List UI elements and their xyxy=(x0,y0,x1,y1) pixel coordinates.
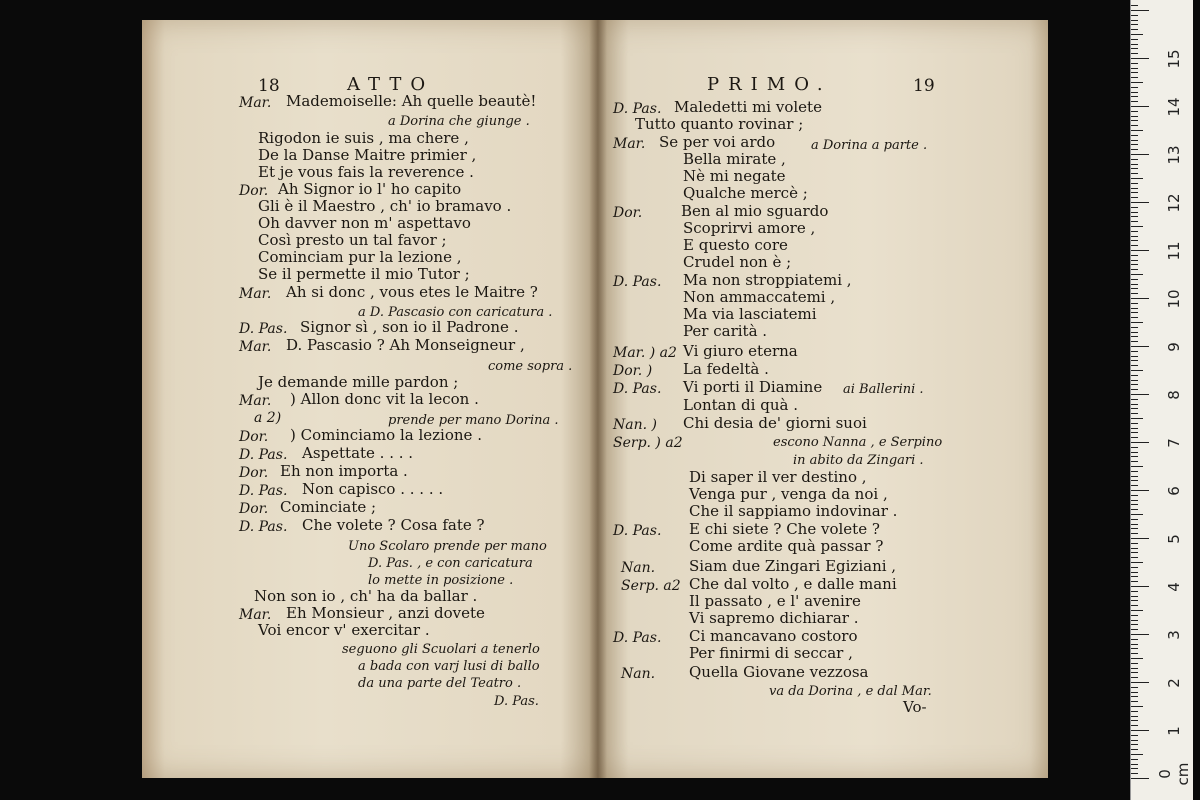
speaker-label: D. Pas. xyxy=(613,523,662,539)
stage-direction: ai Ballerini . xyxy=(843,382,924,397)
verse-line: Per finirmi di seccar , xyxy=(689,644,853,662)
ruler-tick xyxy=(1131,346,1149,347)
speaker-label: Dor. xyxy=(613,205,643,221)
ruler-tick xyxy=(1131,44,1138,45)
ruler-label: 4 xyxy=(1165,582,1183,592)
verse-line: Rigodon ie suis , ma chere , xyxy=(258,129,469,147)
ruler-tick xyxy=(1131,744,1138,745)
ruler-tick xyxy=(1131,231,1138,232)
ruler-tick xyxy=(1131,754,1143,755)
right-page xyxy=(597,20,1048,778)
ruler-tick xyxy=(1131,437,1138,438)
ruler-label: 8 xyxy=(1165,390,1183,400)
stage-direction: seguono gli Scuolari a tenerlo xyxy=(342,642,540,657)
ruler-tick xyxy=(1131,725,1138,726)
ruler-tick xyxy=(1131,749,1138,750)
ruler-tick xyxy=(1131,466,1143,467)
ruler-tick xyxy=(1131,639,1138,640)
verse-line: Scoprirvi amore , xyxy=(683,219,816,237)
stage-direction: prende per mano Dorina . xyxy=(388,413,559,428)
ruler-tick xyxy=(1131,600,1138,601)
ruler-tick xyxy=(1131,773,1138,774)
page-header-right: PRIMO. xyxy=(707,74,832,95)
ruler-tick xyxy=(1131,504,1138,505)
ruler-tick xyxy=(1131,399,1138,400)
speaker-label: Dor. xyxy=(239,429,269,445)
ruler-tick xyxy=(1131,552,1138,553)
speaker-label: Nan. ) xyxy=(613,417,657,433)
ruler-tick xyxy=(1131,130,1143,131)
verse-line: Di saper il ver destino , xyxy=(689,468,867,486)
ruler-label: 5 xyxy=(1165,534,1183,544)
ruler-tick xyxy=(1131,648,1138,649)
ruler-tick xyxy=(1131,284,1138,285)
ruler-tick xyxy=(1131,197,1138,198)
speaker-label: a 2) xyxy=(254,410,282,426)
ruler-tick xyxy=(1131,567,1138,568)
ruler-label: 3 xyxy=(1165,630,1183,640)
verse-line: Venga pur , venga da noi , xyxy=(689,485,888,503)
stage-direction: D. Pas. , e con caricatura xyxy=(368,556,533,571)
ruler-tick xyxy=(1131,562,1143,563)
verse-line: Eh Monsieur , anzi dovete xyxy=(286,604,485,622)
ruler-tick xyxy=(1131,298,1149,299)
ruler-tick xyxy=(1131,442,1149,443)
ruler-tick xyxy=(1131,260,1138,261)
ruler-tick xyxy=(1131,576,1138,577)
ruler-tick xyxy=(1131,696,1138,697)
speaker-label: D. Pas. xyxy=(613,101,662,117)
stage-direction: a bada con varj lusi di ballo xyxy=(358,659,540,674)
ruler-tick xyxy=(1131,240,1138,241)
ruler-label: 11 xyxy=(1165,241,1183,261)
ruler-tick xyxy=(1131,538,1149,539)
ruler-tick xyxy=(1131,596,1138,597)
verse-line: Cominciam pur la lezione , xyxy=(258,248,462,266)
ruler-tick xyxy=(1131,308,1138,309)
verse-line: Ah si donc , vous etes le Maitre ? xyxy=(286,283,538,301)
verse-line: Quella Giovane vezzosa xyxy=(689,663,869,681)
verse-line: Aspettate . . . . xyxy=(302,444,414,462)
ruler-tick xyxy=(1131,740,1138,741)
ruler-tick xyxy=(1131,730,1149,731)
ruler-tick xyxy=(1131,216,1138,217)
ruler-tick xyxy=(1131,173,1138,174)
verse-line: Eh non importa . xyxy=(280,462,408,480)
ruler-tick xyxy=(1131,581,1138,582)
ruler-tick xyxy=(1131,610,1143,611)
speaker-label: Mar. xyxy=(239,393,272,409)
ruler-tick xyxy=(1131,96,1138,97)
ruler-tick xyxy=(1131,140,1138,141)
verse-line: De la Danse Maitre primier , xyxy=(258,146,477,164)
ruler-tick xyxy=(1131,706,1143,707)
ruler-tick xyxy=(1131,168,1138,169)
ruler-tick xyxy=(1131,720,1138,721)
ruler-tick xyxy=(1131,178,1143,179)
ruler-tick xyxy=(1131,778,1149,779)
speaker-label: D. Pas. xyxy=(613,630,662,646)
verse-line: Cominciate ; xyxy=(280,498,377,516)
ruler-tick xyxy=(1131,519,1138,520)
verse-line: Se il permette il mio Tutor ; xyxy=(258,265,470,283)
speaker-label: D. Pas. xyxy=(239,321,288,337)
verse-line: ) Allon donc vit la lecon . xyxy=(290,390,479,408)
ruler-tick xyxy=(1131,480,1138,481)
ruler-tick xyxy=(1131,471,1138,472)
ruler-tick xyxy=(1131,279,1138,280)
ruler-tick xyxy=(1131,485,1138,486)
ruler-tick xyxy=(1131,29,1138,30)
ruler-tick xyxy=(1131,735,1138,736)
verse-line: Se per voi ardo xyxy=(659,133,776,151)
speaker-label: Mar. xyxy=(239,607,272,623)
ruler-tick xyxy=(1131,144,1138,145)
verse-line: E questo core xyxy=(683,236,788,254)
stage-direction: lo mette in posizione . xyxy=(368,573,514,588)
ruler-label: 9 xyxy=(1165,342,1183,352)
ruler-tick xyxy=(1131,591,1138,592)
ruler-tick xyxy=(1131,663,1138,664)
ruler-tick xyxy=(1131,312,1138,313)
ruler-tick xyxy=(1131,644,1138,645)
stage-direction: da una parte del Teatro . xyxy=(358,676,522,691)
ruler-tick xyxy=(1131,77,1138,78)
stage-direction: a D. Pascasio con caricatura . xyxy=(358,305,553,320)
ruler-tick xyxy=(1131,351,1138,352)
verse-line: Voi encor v' exercitar . xyxy=(258,621,430,639)
ruler-tick xyxy=(1131,461,1138,462)
verse-line: Così presto un tal favor ; xyxy=(258,231,447,249)
ruler-tick xyxy=(1131,423,1138,424)
stage-direction: a Dorina a parte . xyxy=(811,138,928,153)
ruler-label: 14 xyxy=(1165,97,1183,117)
ruler-tick xyxy=(1131,39,1138,40)
ruler-tick xyxy=(1131,207,1138,208)
ruler-tick xyxy=(1131,759,1138,760)
ruler-tick xyxy=(1131,87,1138,88)
ruler-tick xyxy=(1131,557,1138,558)
speaker-label: Dor. ) xyxy=(613,363,653,379)
verse-line: Chi desia de' giorni suoi xyxy=(683,414,867,432)
stage-direction: come sopra . xyxy=(488,359,573,374)
ruler-tick xyxy=(1131,509,1138,510)
ruler-tick xyxy=(1131,653,1138,654)
ruler-tick xyxy=(1131,116,1138,117)
verse-line: Che dal volto , e dalle mani xyxy=(689,575,897,593)
ruler-label: 12 xyxy=(1165,193,1183,213)
verse-line: Che volete ? Cosa fate ? xyxy=(302,516,485,534)
ruler-tick xyxy=(1131,20,1138,21)
ruler-tick xyxy=(1131,72,1138,73)
ruler-tick xyxy=(1131,120,1138,121)
ruler-tick xyxy=(1131,572,1138,573)
verse-line: Non ammaccatemi , xyxy=(683,288,836,306)
ruler-tick xyxy=(1131,365,1138,366)
ruler-tick xyxy=(1131,629,1138,630)
ruler-tick xyxy=(1131,380,1138,381)
ruler-tick xyxy=(1131,188,1138,189)
ruler-tick xyxy=(1131,303,1138,304)
ruler-tick xyxy=(1131,327,1138,328)
ruler-tick xyxy=(1131,764,1138,765)
ruler-tick xyxy=(1131,586,1149,587)
ruler-tick xyxy=(1131,63,1138,64)
verse-line: Nè mi negate xyxy=(683,167,786,185)
verse-line: Che il sappiamo indovinar . xyxy=(689,502,898,520)
speaker-label: D. Pas. xyxy=(239,447,288,463)
ruler-tick xyxy=(1131,293,1138,294)
speaker-label: Serp. a2 xyxy=(621,578,681,594)
ruler-tick xyxy=(1131,495,1138,496)
verse-line: Non capisco . . . . . xyxy=(302,480,444,498)
speaker-label: Dor. xyxy=(239,501,269,517)
ruler-tick xyxy=(1131,524,1138,525)
ruler-tick xyxy=(1131,389,1138,390)
ruler-tick xyxy=(1131,15,1138,16)
ruler-tick xyxy=(1131,245,1138,246)
open-book xyxy=(142,20,1048,778)
verse-line: Come ardite quà passar ? xyxy=(689,537,884,555)
page-number-right: 19 xyxy=(913,76,935,96)
ruler-tick xyxy=(1131,192,1138,193)
ruler-tick xyxy=(1131,384,1138,385)
ruler-tick xyxy=(1131,336,1138,337)
ruler-tick xyxy=(1131,10,1149,11)
verse-line: Ma non stroppiatemi , xyxy=(683,271,852,289)
verse-line: Ci mancavano costoro xyxy=(689,627,858,645)
ruler-tick xyxy=(1131,255,1138,256)
speaker-label: D. Pas. xyxy=(239,483,288,499)
verse-line: Maledetti mi volete xyxy=(674,98,822,116)
verse-line: La fedeltà . xyxy=(683,360,769,378)
ruler-tick xyxy=(1131,624,1138,625)
ruler-tick xyxy=(1131,687,1138,688)
ruler-tick xyxy=(1131,24,1138,25)
ruler-tick xyxy=(1131,48,1138,49)
stage-direction: D. Pas. xyxy=(494,694,539,709)
ruler-label: 1 xyxy=(1165,726,1183,736)
ruler-tick xyxy=(1131,428,1138,429)
verse-line: Bella mirate , xyxy=(683,150,786,168)
ruler-tick xyxy=(1131,682,1149,683)
measurement-ruler xyxy=(1130,0,1193,800)
ruler-tick xyxy=(1131,82,1143,83)
ruler-tick xyxy=(1131,164,1138,165)
ruler-tick xyxy=(1131,370,1143,371)
ruler-tick xyxy=(1131,5,1138,6)
book-gutter xyxy=(589,20,607,778)
ruler-tick xyxy=(1131,447,1138,448)
stage-direction: Uno Scolaro prende per mano xyxy=(348,539,547,554)
verse-line: Vi porti il Diamine xyxy=(683,378,823,396)
verse-line: Il passato , e l' avenire xyxy=(689,592,861,610)
ruler-tick xyxy=(1131,716,1138,717)
ruler-tick xyxy=(1131,620,1138,621)
verse-line: Vi sapremo dichiarar . xyxy=(689,609,859,627)
page-number-left: 18 xyxy=(258,76,280,96)
ruler-tick xyxy=(1131,500,1138,501)
stage-direction: a Dorina che giunge . xyxy=(388,114,530,129)
ruler-tick xyxy=(1131,533,1138,534)
ruler-tick xyxy=(1131,476,1138,477)
ruler-tick xyxy=(1131,768,1138,769)
ruler-tick xyxy=(1131,615,1138,616)
speaker-label: Mar. ) a2 xyxy=(613,345,677,361)
ruler-tick xyxy=(1131,135,1138,136)
ruler-tick xyxy=(1131,490,1149,491)
ruler-tick xyxy=(1131,456,1138,457)
ruler-tick xyxy=(1131,236,1138,237)
ruler-tick xyxy=(1131,125,1138,126)
verse-line: Vi giuro eterna xyxy=(683,342,798,360)
ruler-label: 2 xyxy=(1165,678,1183,688)
verse-line: Et je vous fais la reverence . xyxy=(258,163,474,181)
ruler-label: 13 xyxy=(1165,145,1183,165)
stage-direction: escono Nanna , e Serpino xyxy=(773,435,943,450)
ruler-tick xyxy=(1131,332,1138,333)
speaker-label: D. Pas. xyxy=(613,274,662,290)
verse-line: Ma via lasciatemi xyxy=(683,305,817,323)
ruler-tick xyxy=(1131,250,1149,251)
ruler-tick xyxy=(1131,543,1138,544)
verse-line: Qualche mercè ; xyxy=(683,184,808,202)
ruler-tick xyxy=(1131,68,1138,69)
ruler-tick xyxy=(1131,159,1138,160)
ruler-tick xyxy=(1131,92,1138,93)
verse-line: Gli è il Maestro , ch' io bramavo . xyxy=(258,197,512,215)
ruler-tick xyxy=(1131,106,1149,107)
speaker-label: Mar. xyxy=(239,286,272,302)
ruler-tick xyxy=(1131,212,1138,213)
ruler-tick xyxy=(1131,375,1138,376)
page-header-left: ATTO xyxy=(347,74,435,95)
verse-line: D. Pascasio ? Ah Monseigneur , xyxy=(286,336,525,354)
ruler-tick xyxy=(1131,288,1138,289)
ruler-tick xyxy=(1131,658,1143,659)
ruler-tick xyxy=(1131,111,1138,112)
ruler-tick xyxy=(1131,360,1138,361)
speaker-label: Dor. xyxy=(239,183,269,199)
left-page xyxy=(142,20,597,778)
ruler-tick xyxy=(1131,322,1143,323)
speaker-label: Serp. ) a2 xyxy=(613,435,683,451)
speaker-label: Nan. xyxy=(621,666,656,682)
speaker-label: Mar. xyxy=(239,339,272,355)
verse-line: Crudel non è ; xyxy=(683,253,792,271)
ruler-tick xyxy=(1131,34,1143,35)
ruler-tick xyxy=(1131,668,1138,669)
verse-line: Signor sì , son io il Padrone . xyxy=(300,318,519,336)
verse-line: Lontan di quà . xyxy=(683,396,798,414)
ruler-label: 0 cm xyxy=(1156,762,1192,786)
ruler-tick xyxy=(1131,413,1138,414)
ruler-tick xyxy=(1131,226,1143,227)
ruler-tick xyxy=(1131,514,1143,515)
ruler-tick xyxy=(1131,404,1138,405)
ruler-tick xyxy=(1131,548,1138,549)
ruler-tick xyxy=(1131,677,1138,678)
ruler-tick xyxy=(1131,149,1138,150)
speaker-label: Dor. xyxy=(239,465,269,481)
verse-line: Je demande mille pardon ; xyxy=(258,373,459,391)
verse-line: Siam due Zingari Egiziani , xyxy=(689,557,897,575)
ruler-tick xyxy=(1131,101,1138,102)
ruler-tick xyxy=(1131,264,1138,265)
ruler-tick xyxy=(1131,711,1138,712)
ruler-label: 10 xyxy=(1165,289,1183,309)
ruler-tick xyxy=(1131,317,1138,318)
catchword: Vo- xyxy=(903,698,927,716)
ruler-tick xyxy=(1131,58,1149,59)
ruler-tick xyxy=(1131,202,1149,203)
verse-line: ) Cominciamo la lezione . xyxy=(290,426,482,444)
ruler-tick xyxy=(1131,701,1138,702)
verse-line: E chi siete ? Che volete ? xyxy=(689,520,880,538)
speaker-label: Mar. xyxy=(239,95,272,111)
ruler-tick xyxy=(1131,432,1138,433)
ruler-tick xyxy=(1131,356,1138,357)
ruler-tick xyxy=(1131,692,1138,693)
stage-direction: va da Dorina , e dal Mar. xyxy=(769,684,932,699)
ruler-tick xyxy=(1131,605,1138,606)
verse-line: Oh davver non m' aspettavo xyxy=(258,214,471,232)
ruler-tick xyxy=(1131,183,1138,184)
ruler-tick xyxy=(1131,269,1138,270)
ruler-tick xyxy=(1131,274,1143,275)
ruler-label: 15 xyxy=(1165,49,1183,69)
ruler-tick xyxy=(1131,418,1143,419)
speaker-label: D. Pas. xyxy=(239,519,288,535)
ruler-tick xyxy=(1131,408,1138,409)
ruler-tick xyxy=(1131,634,1149,635)
verse-line: Per carità . xyxy=(683,322,768,340)
ruler-tick xyxy=(1131,452,1138,453)
verse-line: Tutto quanto rovinar ; xyxy=(635,115,804,133)
speaker-label: Mar. xyxy=(613,136,646,152)
verse-line: Ah Signor io l' ho capito xyxy=(278,180,462,198)
ruler-tick xyxy=(1131,394,1149,395)
verse-line: Non son io , ch' ha da ballar . xyxy=(254,587,478,605)
ruler-label: 7 xyxy=(1165,438,1183,448)
ruler-tick xyxy=(1131,221,1138,222)
ruler-tick xyxy=(1131,154,1149,155)
stage-direction: in abito da Zingari . xyxy=(793,453,924,468)
speaker-label: D. Pas. xyxy=(613,381,662,397)
ruler-tick xyxy=(1131,528,1138,529)
verse-line: Mademoiselle: Ah quelle beautè! xyxy=(286,92,537,110)
ruler-tick xyxy=(1131,53,1138,54)
verse-line: Ben al mio sguardo xyxy=(681,202,829,220)
ruler-tick xyxy=(1131,672,1138,673)
ruler-label: 6 xyxy=(1165,486,1183,496)
ruler-tick xyxy=(1131,341,1138,342)
speaker-label: Nan. xyxy=(621,560,656,576)
